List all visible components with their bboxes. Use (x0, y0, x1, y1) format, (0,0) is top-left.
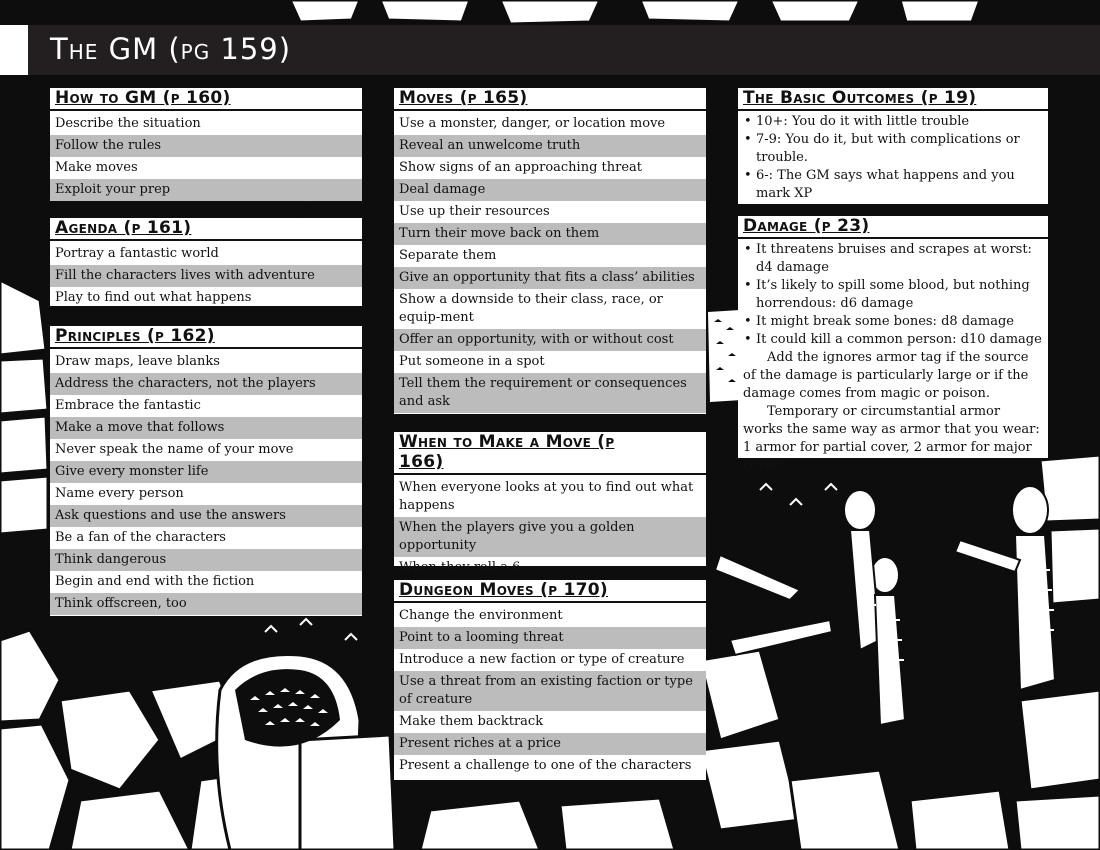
list-item: Deal damage (394, 179, 706, 201)
list-item: Turn their move back on them (394, 223, 706, 245)
list-item: Reveal an unwelcome truth (394, 135, 706, 157)
damage-list (738, 241, 1048, 349)
damage-section (738, 216, 1048, 473)
list-item: Use a threat from an existing faction or type of creature (394, 671, 706, 711)
basic-outcomes-list (738, 113, 1048, 203)
title-bar (28, 25, 1100, 75)
how-to-gm-section (50, 88, 362, 200)
list-item: Embrace the fantastic (55, 398, 201, 413)
heading-rule (394, 109, 706, 111)
list-item: • 7-9: You do it, but with complications or trouble. (743, 131, 1048, 167)
how-to-gm-list (50, 113, 362, 201)
list-item: Draw maps, leave blanks (55, 354, 220, 369)
basic-outcomes-section (738, 88, 1048, 204)
list-item: When everyone looks at you to find out what happens (399, 480, 694, 513)
list-item: Exploit your prep (50, 179, 362, 201)
list-item: Think offscreen, too (50, 593, 362, 615)
list-item: Use up their resources (399, 204, 550, 219)
list-item: • It threatens bruises and scrapes at worst: d4 damage (743, 241, 1048, 277)
list-item: Never speak the name of your move (55, 442, 294, 457)
dungeon-moves-list (394, 605, 706, 777)
heading-rule (394, 473, 706, 475)
list-item: Put someone in a spot (399, 354, 545, 369)
list-item: • 10+: You do it with little trouble (743, 113, 1048, 131)
heading-rule (738, 237, 1048, 239)
principles-section (50, 326, 362, 616)
list-item: Portray a fantastic world (55, 246, 219, 261)
agenda-section (50, 218, 362, 306)
moves-heading: Moves (p 165) (399, 88, 528, 108)
list-item: • It might break some bones: d8 damage (743, 313, 1048, 331)
list-item: When they roll a 6- (399, 560, 525, 575)
list-item: Describe the situation (55, 116, 201, 131)
when-to-move-heading: When to Make a Move (p 166) (399, 432, 615, 472)
list-item: Think dangerous (50, 549, 362, 571)
list-item: Name every person (55, 486, 184, 501)
list-item: Give every monster life (50, 461, 362, 483)
list-item: Separate them (399, 248, 497, 263)
when-to-move-list (394, 477, 706, 579)
how-to-gm-heading: How to GM (p 160) (55, 88, 231, 108)
list-item: Introduce a new faction or type of creature (399, 652, 685, 667)
list-item: Point to a looming threat (394, 627, 706, 649)
list-item: Present a challenge to one of the characters (399, 758, 692, 773)
list-item: • It’s likely to spill some blood, but nothing horrendous: d6 damage (743, 277, 1048, 313)
list-item: Use a monster, danger, or location move (399, 116, 666, 131)
list-item: When the players give you a golden opportunity (394, 517, 706, 557)
list-item: • 6-: The GM says what happens and you mark XP (743, 167, 1048, 203)
agenda-heading: Agenda (p 161) (55, 218, 192, 238)
list-item: Change the environment (399, 608, 563, 623)
damage-heading: Damage (p 23) (743, 216, 870, 236)
list-item: Be a fan of the characters (55, 530, 226, 545)
list-item: Play to find out what happens (55, 290, 252, 305)
dungeon-moves-heading: Dungeon Moves (p 170) (399, 580, 608, 600)
page-title: The GM (pg 159) (50, 32, 292, 66)
heading-rule (738, 109, 1048, 111)
heading-rule (394, 601, 706, 603)
list-item: Begin and end with the fiction (55, 574, 255, 589)
list-item: Fill the characters lives with adventure (50, 265, 362, 287)
when-to-move-section (394, 432, 706, 575)
list-item: • It could kill a common person: d10 damage (743, 331, 1048, 349)
list-item: Show signs of an approaching threat (399, 160, 643, 175)
damage-paragraph: Add the ignores armor tag if the source of the damage is particularly large or if the damage comes from magic or poison. (743, 350, 1029, 401)
list-item: Make moves (55, 160, 138, 175)
list-item: Present riches at a price (394, 733, 706, 755)
list-item: Make a move that follows (50, 417, 362, 439)
list-item: Address the characters, not the players (50, 373, 362, 395)
heading-rule (50, 347, 362, 349)
list-item: Give an opportunity that fits a class’ abilities (394, 267, 706, 289)
moves-list (394, 113, 706, 413)
basic-outcomes-heading: The Basic Outcomes (p 19) (743, 88, 977, 108)
principles-list (50, 351, 362, 615)
dungeon-moves-section (394, 580, 706, 780)
heading-rule (50, 239, 362, 241)
list-item: Make them backtrack (399, 714, 544, 729)
moves-section (394, 88, 706, 414)
list-item: Follow the rules (50, 135, 362, 157)
agenda-list (50, 243, 362, 309)
list-item: Ask questions and use the answers (50, 505, 362, 527)
principles-heading: Principles (p 162) (55, 326, 215, 346)
list-item: Show a downside to their class, race, or equip-ment (399, 292, 663, 325)
list-item: Offer an opportunity, with or without cost (394, 329, 706, 351)
damage-paragraph: Temporary or circumstantial armor works the same way as armor that you wear: 1 armor for partial cover, 2 armor for major cover. (743, 404, 1040, 473)
heading-rule (50, 109, 362, 111)
list-item: Tell them the requirement or consequences and ask (394, 373, 706, 413)
